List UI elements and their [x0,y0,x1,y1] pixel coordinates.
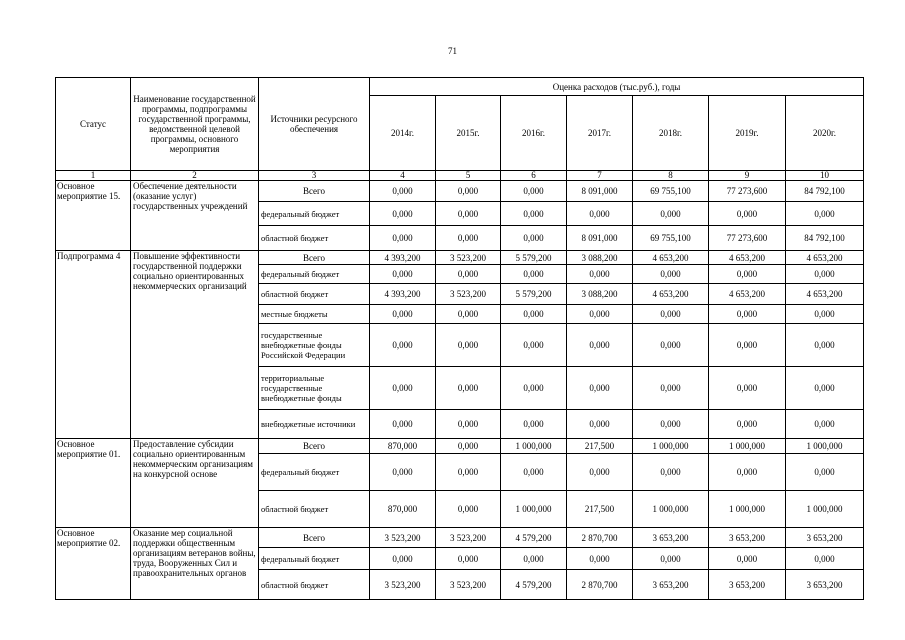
value-cell: 0,000 [567,265,633,284]
value-cell: 0,000 [436,226,501,251]
header-name: Наименование государственной программы, подпрограммы государственной программы, ведомственной целевой программы, основного мероприятия [131,78,259,171]
value-cell: 0,000 [633,367,709,410]
value-cell: 5 579,200 [501,251,567,265]
header-year: 2015г. [436,96,501,171]
header-sources: Источники ресурсного обеспечения [259,78,370,171]
value-cell: 1 000,000 [501,491,567,528]
funding-source: областной бюджет [259,491,370,528]
value-cell: 0,000 [786,410,864,439]
value-cell: 0,000 [709,202,786,226]
value-cell: 3 523,200 [370,528,436,548]
value-cell: 0,000 [786,265,864,284]
value-cell: 3 653,200 [709,570,786,600]
value-cell: 0,000 [786,454,864,491]
column-number: 7 [567,171,633,181]
value-cell: 0,000 [633,324,709,367]
value-cell: 5 579,200 [501,284,567,305]
value-cell: 3 653,200 [709,528,786,548]
funding-source: федеральный бюджет [259,454,370,491]
value-cell: 3 523,200 [436,284,501,305]
funding-source: федеральный бюджет [259,548,370,570]
value-cell: 0,000 [436,265,501,284]
block-status: Основное мероприятие 15. [56,181,131,251]
value-cell: 4 579,200 [501,570,567,600]
value-cell: 3 653,200 [786,570,864,600]
value-cell: 3 523,200 [436,528,501,548]
value-cell: 0,000 [567,410,633,439]
value-cell: 0,000 [370,305,436,324]
value-cell: 0,000 [567,305,633,324]
value-cell: 0,000 [501,202,567,226]
column-number: 1 [56,171,131,181]
value-cell: 3 653,200 [786,528,864,548]
value-cell: 3 088,200 [567,251,633,265]
header-year: 2020г. [786,96,864,171]
budget-table [55,77,864,600]
value-cell: 0,000 [370,324,436,367]
header-year: 2016г. [501,96,567,171]
value-cell: 2 870,700 [567,570,633,600]
value-cell: 870,000 [370,491,436,528]
value-cell: 77 273,600 [709,226,786,251]
value-cell: 0,000 [370,410,436,439]
header-estimate: Оценка расходов (тыс.руб.), годы [370,78,864,96]
value-cell: 0,000 [501,548,567,570]
value-cell: 4 653,200 [633,284,709,305]
value-cell: 0,000 [567,324,633,367]
value-cell: 4 653,200 [709,251,786,265]
value-cell: 0,000 [786,548,864,570]
value-cell: 0,000 [370,226,436,251]
value-cell: 0,000 [567,454,633,491]
page-number: 71 [448,46,457,56]
value-cell: 0,000 [786,367,864,410]
value-cell: 0,000 [709,410,786,439]
header-status: Статус [56,78,131,171]
value-cell: 0,000 [501,410,567,439]
value-cell: 3 088,200 [567,284,633,305]
value-cell: 0,000 [567,202,633,226]
funding-source: федеральный бюджет [259,202,370,226]
block-name: Повышение эффективности государственной поддержки социально ориентированных некоммерческих организаций [131,251,259,439]
value-cell: 69 755,100 [633,181,709,202]
value-cell: 0,000 [709,324,786,367]
value-cell: 0,000 [567,367,633,410]
value-cell: 1 000,000 [709,439,786,454]
column-number: 8 [633,171,709,181]
value-cell: 1 000,000 [501,439,567,454]
value-cell: 3 523,200 [436,570,501,600]
funding-source: территориальные государственные внебюджетные фонды [259,367,370,410]
value-cell: 0,000 [370,548,436,570]
value-cell: 0,000 [786,202,864,226]
column-number: 6 [501,171,567,181]
block-name: Обеспечение деятельности (оказание услуг) государственных учреждений [131,181,259,251]
value-cell: 0,000 [436,202,501,226]
value-cell: 0,000 [436,548,501,570]
value-cell: 1 000,000 [786,439,864,454]
value-cell: 77 273,600 [709,181,786,202]
value-cell: 0,000 [436,305,501,324]
value-cell: 0,000 [436,454,501,491]
value-cell: 1 000,000 [633,439,709,454]
value-cell: 0,000 [633,202,709,226]
value-cell: 4 653,200 [633,251,709,265]
value-cell: 0,000 [633,548,709,570]
value-cell: 0,000 [370,181,436,202]
table-row [56,528,864,548]
value-cell: 0,000 [501,324,567,367]
column-number: 10 [786,171,864,181]
value-cell: 217,500 [567,439,633,454]
value-cell: 0,000 [501,454,567,491]
value-cell: 8 091,000 [567,226,633,251]
funding-source: областной бюджет [259,570,370,600]
value-cell: 0,000 [436,410,501,439]
funding-source: Всего [259,528,370,548]
value-cell: 0,000 [436,181,501,202]
funding-source: областной бюджет [259,226,370,251]
column-number: 3 [259,171,370,181]
value-cell: 3 653,200 [633,570,709,600]
value-cell: 0,000 [786,324,864,367]
value-cell: 8 091,000 [567,181,633,202]
funding-source: Всего [259,181,370,202]
value-cell: 0,000 [436,324,501,367]
value-cell: 870,000 [370,439,436,454]
funding-source: Всего [259,251,370,265]
header-year: 2017г. [567,96,633,171]
table-row [56,251,864,265]
value-cell: 3 523,200 [436,251,501,265]
value-cell: 0,000 [370,454,436,491]
funding-source: государственные внебюджетные фонды Российской Федерации [259,324,370,367]
funding-source: местные бюджеты [259,305,370,324]
value-cell: 0,000 [633,410,709,439]
value-cell: 0,000 [709,265,786,284]
funding-source: федеральный бюджет [259,265,370,284]
block-status: Подпрограмма 4 [56,251,131,439]
column-number-row [56,171,864,181]
value-cell: 1 000,000 [633,491,709,528]
block-name: Оказание мер социальной поддержки общественным организациям ветеранов войны, труда, Вооруженных Сил и правоохранительных органов [131,528,259,600]
value-cell: 4 653,200 [786,251,864,265]
funding-source: внебюджетные источники [259,410,370,439]
value-cell: 3 523,200 [370,570,436,600]
value-cell: 0,000 [436,491,501,528]
column-number: 2 [131,171,259,181]
funding-source: Всего [259,439,370,454]
value-cell: 217,500 [567,491,633,528]
value-cell: 0,000 [633,454,709,491]
value-cell: 0,000 [501,367,567,410]
column-number: 5 [436,171,501,181]
column-number: 4 [370,171,436,181]
value-cell: 0,000 [436,439,501,454]
header-year: 2018г. [633,96,709,171]
table-body [56,181,864,600]
block-name: Предоставление субсидии социально ориентированным некоммерческим организациям на конкурсной основе [131,439,259,528]
value-cell: 4 653,200 [786,284,864,305]
value-cell: 0,000 [501,181,567,202]
header-year: 2019г. [709,96,786,171]
table-row [56,439,864,454]
value-cell: 1 000,000 [786,491,864,528]
header-year: 2014г. [370,96,436,171]
value-cell: 3 653,200 [633,528,709,548]
column-number: 9 [709,171,786,181]
value-cell: 84 792,100 [786,181,864,202]
value-cell: 0,000 [709,367,786,410]
value-cell: 0,000 [436,367,501,410]
value-cell: 0,000 [501,265,567,284]
value-cell: 4 393,200 [370,284,436,305]
value-cell: 4 579,200 [501,528,567,548]
value-cell: 0,000 [786,305,864,324]
value-cell: 1 000,000 [709,491,786,528]
block-status: Основное мероприятие 01. [56,439,131,528]
value-cell: 0,000 [709,305,786,324]
value-cell: 0,000 [709,454,786,491]
value-cell: 84 792,100 [786,226,864,251]
value-cell: 0,000 [501,305,567,324]
value-cell: 0,000 [567,548,633,570]
value-cell: 0,000 [501,226,567,251]
value-cell: 0,000 [709,548,786,570]
value-cell: 0,000 [633,265,709,284]
value-cell: 2 870,700 [567,528,633,548]
value-cell: 0,000 [633,305,709,324]
value-cell: 69 755,100 [633,226,709,251]
table-row [56,181,864,202]
funding-source: областной бюджет [259,284,370,305]
value-cell: 0,000 [370,202,436,226]
block-status: Основное мероприятие 02. [56,528,131,600]
value-cell: 4 393,200 [370,251,436,265]
value-cell: 0,000 [370,265,436,284]
value-cell: 0,000 [370,367,436,410]
value-cell: 4 653,200 [709,284,786,305]
